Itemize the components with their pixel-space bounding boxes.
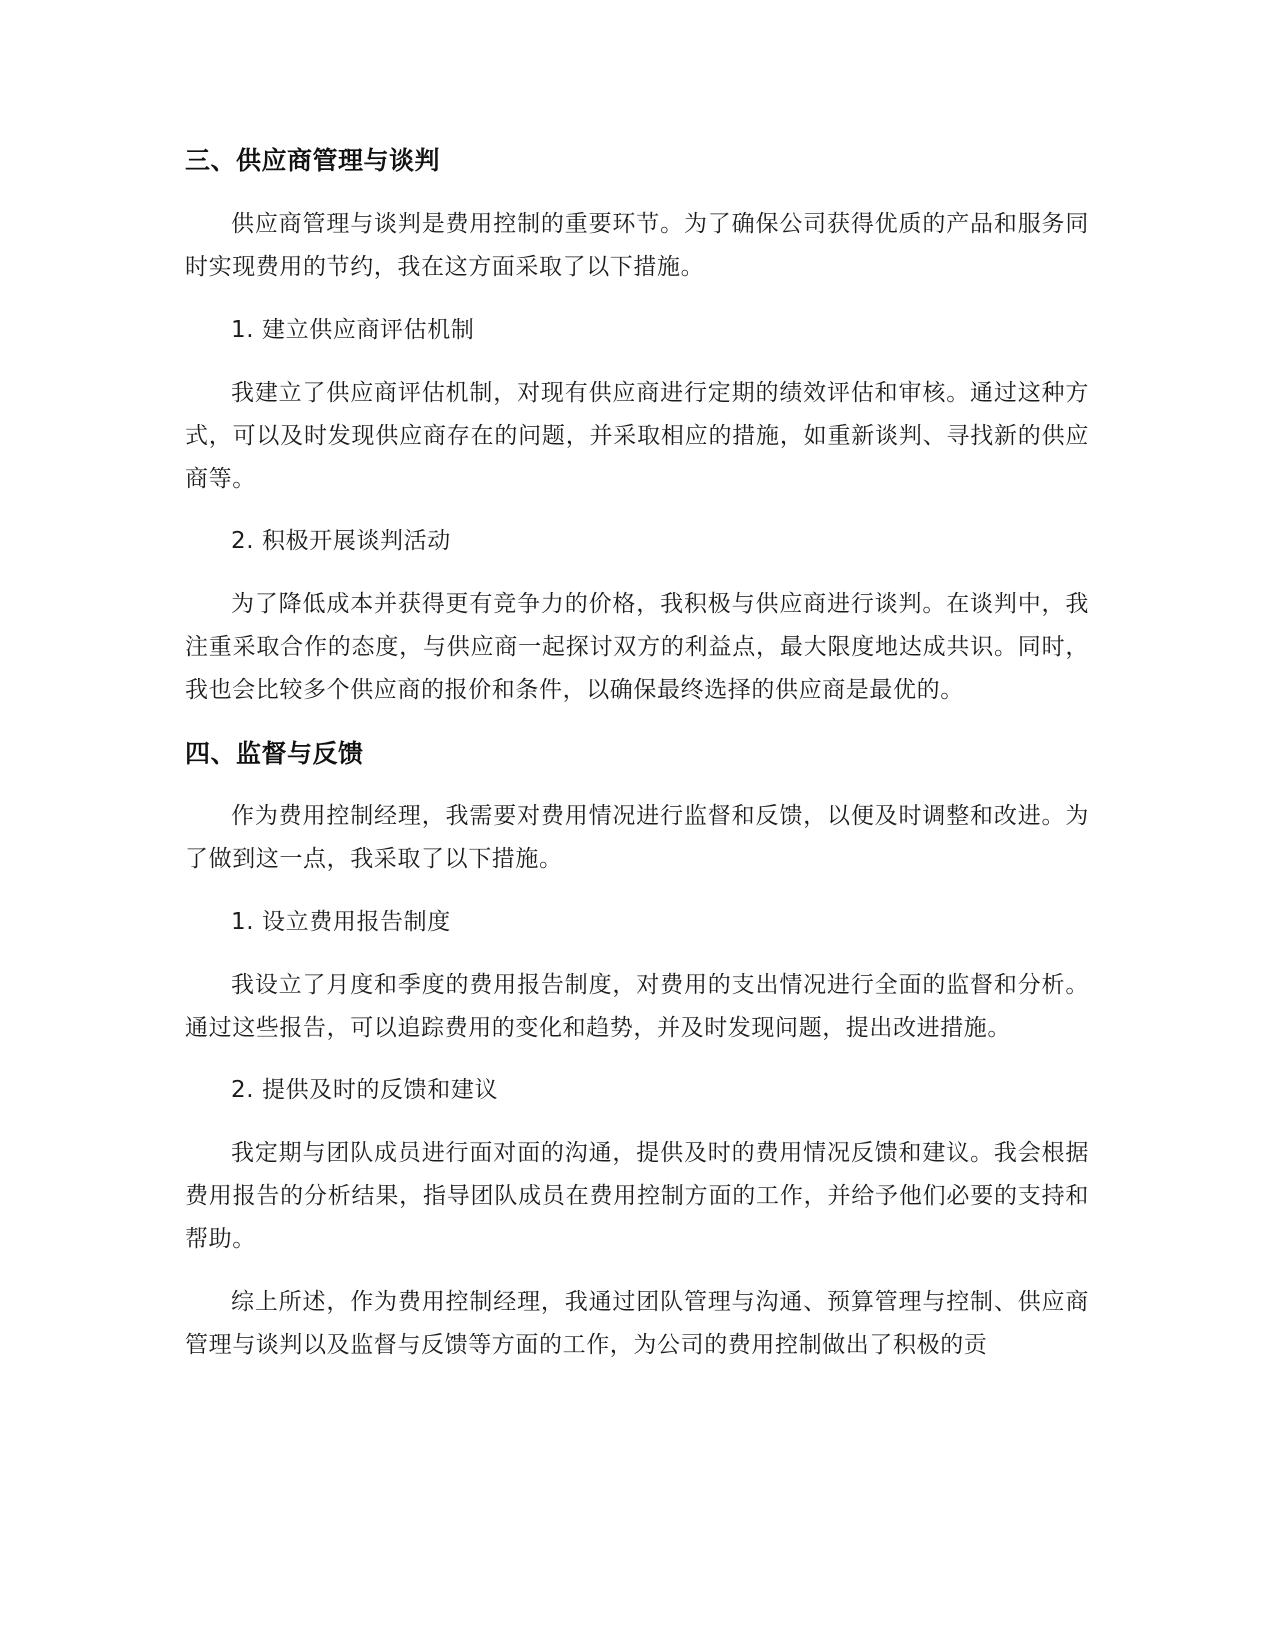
section-4-intro: 作为费用控制经理，我需要对费用情况进行监督和反馈，以便及时调整和改进。为了做到这一点，我采取了以下措施。 [185,803,1089,872]
section-4-item-2-title: 2. 提供及时的反馈和建议 [231,1077,499,1103]
section-4-item-1-title: 1. 设立费用报告制度 [231,909,451,935]
conclusion-paragraph: 综上所述，作为费用控制经理，我通过团队管理与沟通、预算管理与控制、供应商管理与谈判以及监督与反馈等方面的工作，为公司的费用控制做出了积极的贡 [185,1289,1089,1358]
section-3-heading: 三、供应商管理与谈判 [185,146,441,175]
section-3-intro: 供应商管理与谈判是费用控制的重要环节。为了确保公司获得优质的产品和服务同时实现费用的节约，我在这方面采取了以下措施。 [185,211,1089,280]
section-3-item-2-text: 为了降低成本并获得更有竞争力的价格，我积极与供应商进行谈判。在谈判中，我注重采取合作的态度，与供应商一起探讨双方的利益点，最大限度地达成共识。同时，我也会比较多个供应商的报价和条件，以确保最终选择的供应商是最优的。 [185,591,1089,703]
section-4-item-1-text: 我设立了月度和季度的费用报告制度，对费用的支出情况进行全面的监督和分析。通过这些报告，可以追踪费用的变化和趋势，并及时发现问题，提出改进措施。 [185,972,1089,1041]
document-body [185,143,1089,1367]
section-3-item-1-text: 我建立了供应商评估机制，对现有供应商进行定期的绩效评估和审核。通过这种方式，可以及时发现供应商存在的问题，并采取相应的措施，如重新谈判、寻找新的供应商等。 [185,380,1089,492]
section-3-item-2-title: 2. 积极开展谈判活动 [231,528,451,554]
section-4-heading: 四、监督与反馈 [185,739,364,768]
section-4-item-2-text: 我定期与团队成员进行面对面的沟通，提供及时的费用情况反馈和建议。我会根据费用报告的分析结果，指导团队成员在费用控制方面的工作，并给予他们必要的支持和帮助。 [185,1140,1089,1252]
section-3-item-1-title: 1. 建立供应商评估机制 [231,317,475,343]
